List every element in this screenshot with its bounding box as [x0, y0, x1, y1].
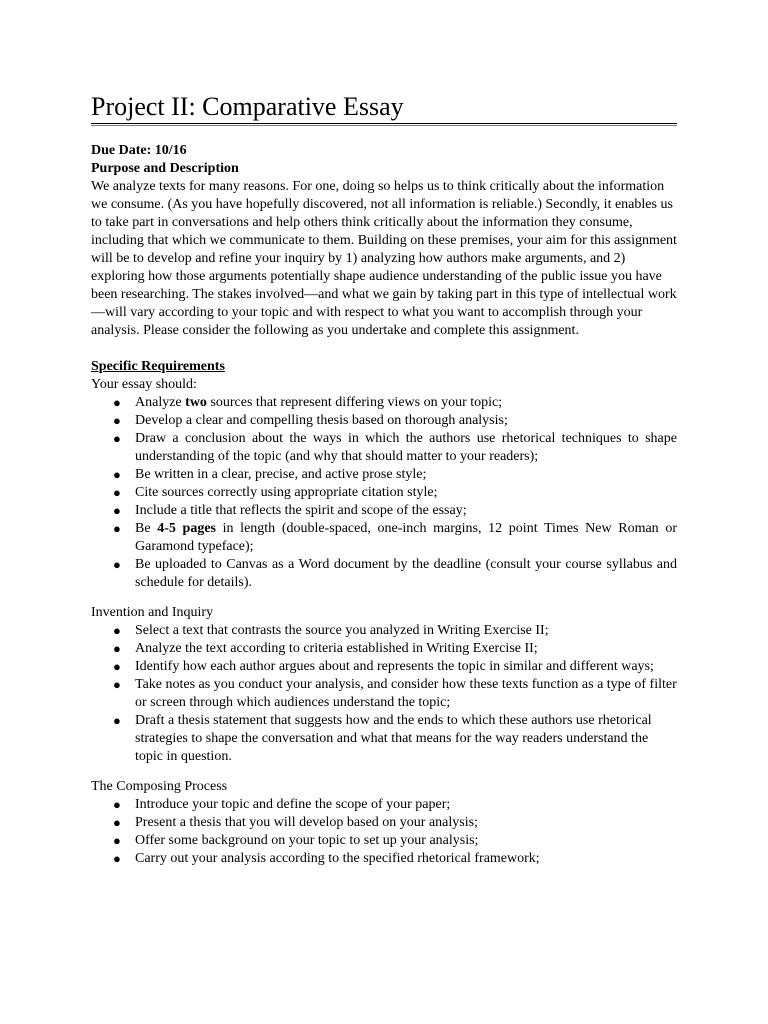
document-body: [91, 142, 677, 868]
list-item: ● Cite sources correctly using appropriate citation style;: [113, 485, 438, 500]
bullet-icon: ●: [113, 797, 121, 812]
list-item: ● Identify how each author argues about and represents the topic in similar and different ways;: [113, 659, 654, 674]
bullet-icon: ●: [113, 641, 121, 656]
title-rule: [91, 124, 677, 126]
composing-heading: The Composing Process: [91, 779, 228, 794]
list-item: ● Be written in a clear, precise, and active prose style;: [113, 467, 427, 482]
list-item: ● Select a text that contrasts the source you analyzed in Writing Exercise II;: [113, 623, 549, 638]
list-item: ● Take notes as you conduct your analysis, and consider how these texts function as a type of filter or screen through which audiences understand the topic;: [113, 677, 677, 710]
requirements-list: [91, 394, 677, 592]
bullet-icon: ●: [113, 521, 121, 536]
bullet-icon: ●: [113, 467, 121, 482]
invention-heading: Invention and Inquiry: [91, 605, 214, 620]
list-item: ● Analyze two sources that represent differing views on your topic;: [113, 395, 503, 410]
bullet-icon: ●: [113, 851, 121, 866]
list-item: ● Draft a thesis statement that suggests how and the ends to which these authors use rhetorical strategies to shape the conversation and what that means for the way readers understand the topic in question.: [113, 713, 652, 764]
bullet-icon: ●: [113, 677, 121, 692]
bullet-icon: ●: [113, 431, 121, 446]
list-item: ● Be 4-5 pages in length (double-spaced, one-inch margins, 12 point Times New Roman or Garamond typeface);: [113, 521, 677, 554]
list-item: ● Offer some background on your topic to set up your analysis;: [113, 833, 479, 848]
purpose-heading: Purpose and Description: [91, 161, 239, 176]
list-item: ● Include a title that reflects the spirit and scope of the essay;: [113, 503, 467, 518]
composing-list: [91, 796, 677, 868]
requirements-intro: Your essay should:: [91, 377, 197, 392]
invention-list: [91, 622, 677, 766]
bullet-icon: ●: [113, 833, 121, 848]
list-item: ● Analyze the text according to criteria established in Writing Exercise II;: [113, 641, 538, 656]
bullet-icon: ●: [113, 503, 121, 518]
bullet-icon: ●: [113, 659, 121, 674]
bullet-icon: ●: [113, 395, 121, 410]
list-item: ● Draw a conclusion about the ways in which the authors use rhetorical techniques to shape understanding of the topic (and why that should matter to your readers);: [113, 431, 677, 464]
list-item: ● Develop a clear and compelling thesis based on thorough analysis;: [113, 413, 508, 428]
bullet-icon: ●: [113, 413, 121, 428]
list-item: ● Be uploaded to Canvas as a Word document by the deadline (consult your course syllabus and schedule for details).: [113, 557, 677, 590]
bullet-icon: ●: [113, 713, 121, 728]
list-item: ● Introduce your topic and define the scope of your paper;: [113, 797, 451, 812]
bullet-icon: ●: [113, 557, 121, 572]
requirements-heading: Specific Requirements: [91, 359, 225, 374]
list-item: ● Present a thesis that you will develop based on your analysis;: [113, 815, 478, 830]
bullet-icon: ●: [113, 485, 121, 500]
bullet-icon: ●: [113, 623, 121, 638]
document-title: Project II: Comparative Essay: [91, 92, 677, 124]
list-item: ● Carry out your analysis according to the specified rhetorical framework;: [113, 851, 540, 866]
bullet-icon: ●: [113, 815, 121, 830]
due-date: Due Date: 10/16: [91, 143, 187, 158]
purpose-paragraph: We analyze texts for many reasons. For one, doing so helps us to think critically about the information we consume. (As you have hopefully discovered, not all information is reliable.) Secondly, it enables us to take part in conversations and help others think critically about the information they consume, including that which we communicate to them. Building on these premises, your aim for this assignment will be to develop and refine your inquiry by 1) analyzing how authors make arguments, and 2) exploring how those arguments potentially shape audience understanding of the public issue you have been researching. The stakes involved—and what we gain by taking part in this type of intellectual work—will vary according to your topic and with respect to what you want to accomplish through your analysis. Please consider the following as you undertake and complete this assignment.: [91, 179, 677, 338]
